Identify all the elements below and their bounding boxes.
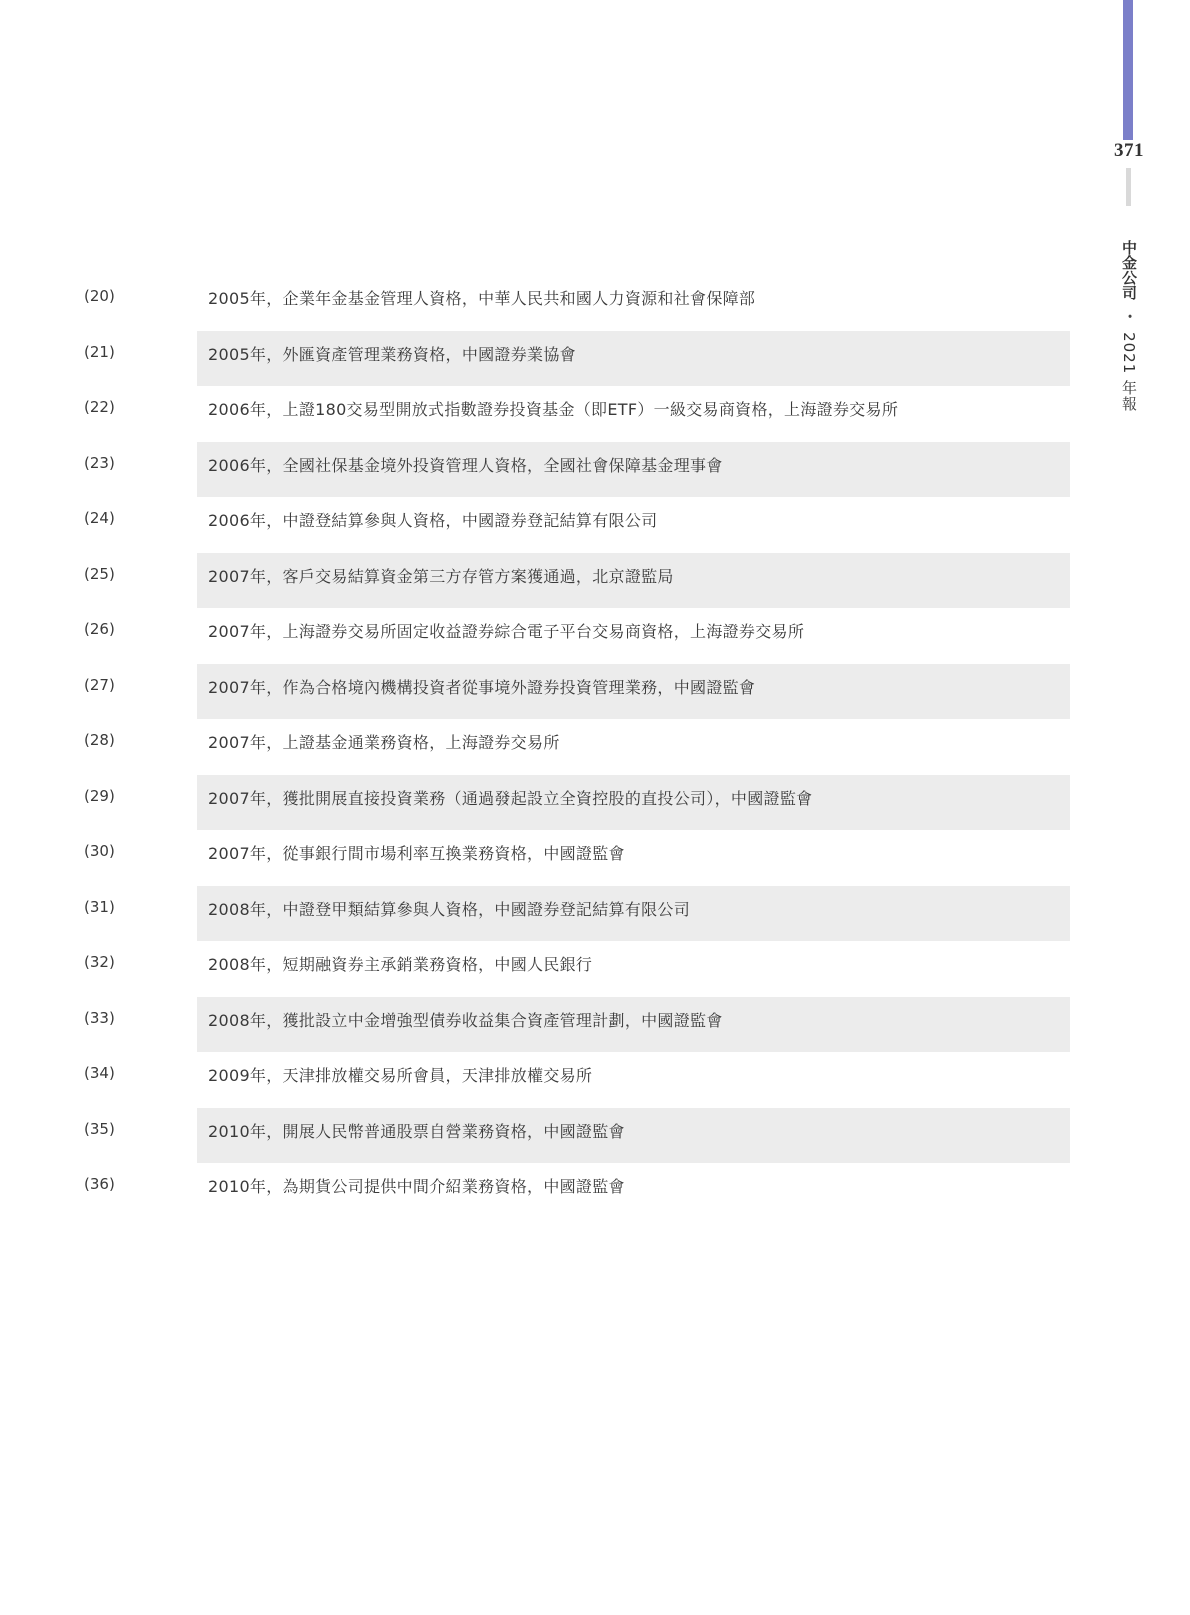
item-text: 2005年，外匯資產管理業務資格，中國證券業協會 <box>208 344 576 364</box>
item-number: (24) <box>84 509 115 527</box>
page-number: 371 <box>1114 140 1144 161</box>
item-text: 2007年，上證基金通業務資格，上海證券交易所 <box>208 733 560 752</box>
item-text: 2007年，從事銀行間市場利率互換業務資格，中國證監會 <box>208 844 625 863</box>
item-text: 2008年，中證登甲類結算參與人資格，中國證券登記結算有限公司 <box>208 899 691 919</box>
list-item <box>0 331 1190 387</box>
item-text: 2010年，為期貨公司提供中間介紹業務資格，中國證監會 <box>208 1177 625 1196</box>
list-item <box>0 1108 1190 1164</box>
item-number: (33) <box>84 1008 115 1027</box>
item-number: (36) <box>84 1175 115 1193</box>
item-number: (20) <box>84 287 115 305</box>
item-text: 2010年，開展人民幣普通股票自營業務資格，中國證監會 <box>208 1121 625 1141</box>
item-number: (25) <box>84 564 115 583</box>
item-number: (23) <box>84 453 115 472</box>
list-item <box>0 997 1190 1053</box>
item-number: (31) <box>84 897 115 916</box>
list-item <box>0 553 1190 609</box>
item-text: 2007年，上海證券交易所固定收益證券綜合電子平台交易商資格，上海證券交易所 <box>208 622 805 641</box>
margin-divider-bar <box>1126 168 1131 206</box>
list-item <box>0 442 1190 498</box>
qualification-list <box>0 275 1190 1219</box>
list-item <box>0 775 1190 831</box>
list-item <box>0 386 1190 442</box>
report-year: 2021 年報 <box>1120 332 1138 413</box>
item-text: 2008年，短期融資券主承銷業務資格，中國人民銀行 <box>208 955 593 974</box>
list-item <box>0 941 1190 997</box>
item-number: (27) <box>84 675 115 694</box>
list-item <box>0 608 1190 664</box>
list-item <box>0 664 1190 720</box>
item-number: (35) <box>84 1119 115 1138</box>
item-number: (21) <box>84 342 115 361</box>
item-number: (34) <box>84 1064 115 1082</box>
item-text: 2007年，獲批開展直接投資業務（通過發起設立全資控股的直投公司），中國證監會 <box>208 788 813 808</box>
item-text: 2009年，天津排放權交易所會員，天津排放權交易所 <box>208 1066 593 1085</box>
item-text: 2006年，中證登結算參與人資格，中國證券登記結算有限公司 <box>208 511 658 530</box>
list-item <box>0 275 1190 331</box>
item-number: (29) <box>84 786 115 805</box>
item-text: 2007年，作為合格境內機構投資者從事境外證券投資管理業務，中國證監會 <box>208 677 756 697</box>
list-item <box>0 830 1190 886</box>
list-item <box>0 719 1190 775</box>
margin-accent-bar <box>1123 0 1133 140</box>
item-text: 2006年，全國社保基金境外投資管理人資格，全國社會保障基金理事會 <box>208 455 723 475</box>
item-number: (32) <box>84 953 115 971</box>
separator-dot: • <box>1123 312 1136 320</box>
item-number: (30) <box>84 842 115 860</box>
item-number: (26) <box>84 620 115 638</box>
item-text: 2008年，獲批設立中金增強型債券收益集合資產管理計劃，中國證監會 <box>208 1010 723 1030</box>
list-item <box>0 1052 1190 1108</box>
item-text: 2005年，企業年金基金管理人資格，中華人民共和國人力資源和社會保障部 <box>208 289 756 308</box>
list-item <box>0 497 1190 553</box>
item-text: 2007年，客戶交易結算資金第三方存管方案獲通過，北京證監局 <box>208 566 674 586</box>
item-number: (28) <box>84 731 115 749</box>
list-item <box>0 1163 1190 1219</box>
list-item <box>0 886 1190 942</box>
item-number: (22) <box>84 398 115 416</box>
item-text: 2006年，上證180交易型開放式指數證券投資基金（即ETF）一級交易商資格，上海證券交易所 <box>208 400 899 419</box>
company-name: 中金公司 <box>1120 240 1138 300</box>
